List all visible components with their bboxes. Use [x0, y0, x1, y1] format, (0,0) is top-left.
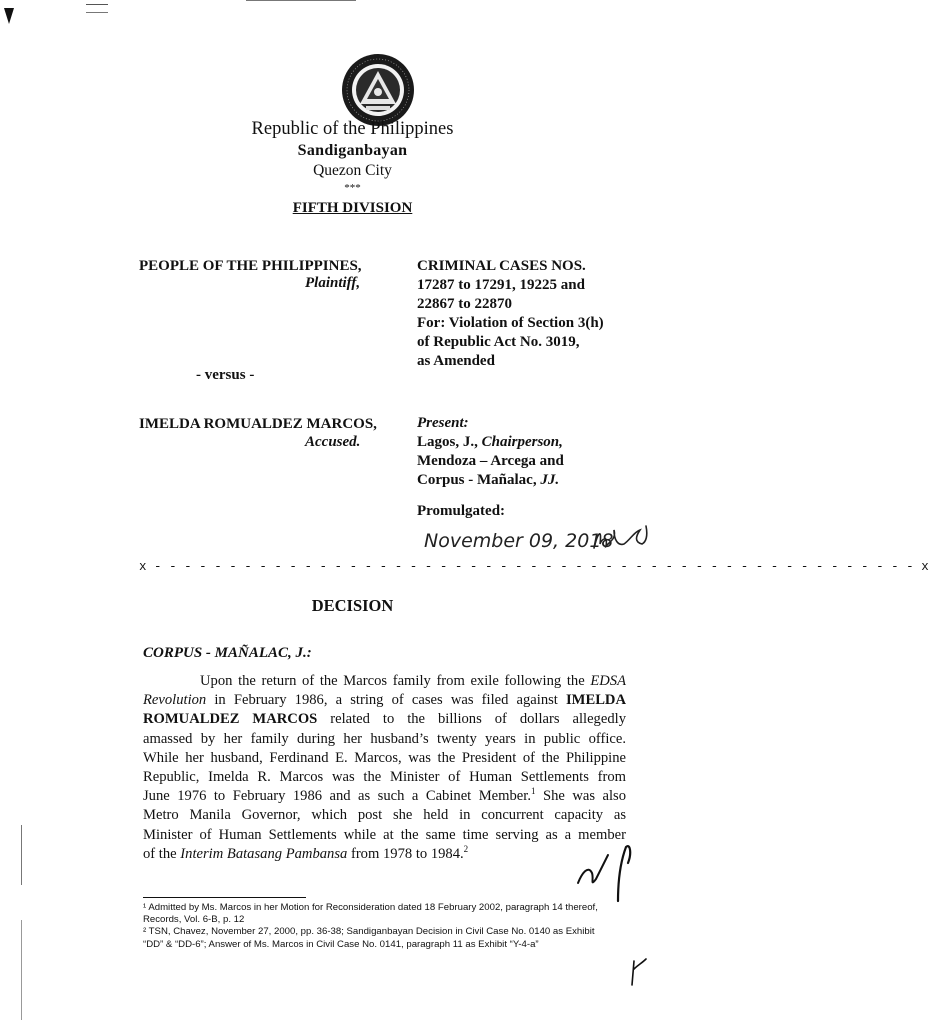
- para-line: While her husband, Ferdinand E. Marcos, was the President of the Philippine: [143, 749, 626, 766]
- margin-initials: [574, 843, 638, 905]
- para-line: Upon the return of the Marcos family from exile following the EDSA: [200, 673, 626, 689]
- case-line: 17287 to 17291, 19225 and: [417, 277, 585, 293]
- plaintiff-name: PEOPLE OF THE PHILIPPINES,: [139, 258, 362, 274]
- scan-line-top: [86, 4, 108, 5]
- justice-line: Corpus - Mañalac, JJ.: [417, 472, 560, 488]
- case-numbers: [417, 257, 677, 371]
- para-line: amassed by her family during her husband’s twenty years in public office.: [143, 730, 626, 747]
- plaintiff-role: Plaintiff,: [305, 275, 361, 291]
- case-line: as Amended: [417, 353, 495, 369]
- initials-signature: [590, 522, 650, 556]
- footnote-line: “DD” & “DD-6”; Answer of Ms. Marcos in Civil Case No. 0141, paragraph 11 as Exhibit “Y-4-a”: [143, 938, 539, 950]
- sandiganbayan-seal: [340, 52, 416, 128]
- city-line: Quezon City: [313, 162, 392, 179]
- present-label: Present:: [417, 415, 469, 431]
- para-line: Revolution in February 1986, a string of cases was filed against IMELDA: [143, 692, 626, 709]
- para-line: June 1976 to February 1986 and as such a Cabinet Member.$^1$ She was also: [143, 786, 626, 805]
- footnotes: [143, 902, 643, 951]
- footnote-rule: [143, 897, 306, 898]
- justice-line: Lagos, J., Chairperson,: [417, 434, 563, 450]
- division-title: FIFTH DIVISION: [292, 200, 413, 216]
- para-line: of the Interim Batasang Pambansa from 1978 to 1984.$^2$: [143, 843, 469, 862]
- scan-line-left: [21, 825, 22, 885]
- separator-line: x - - - - - - - - - - - - - - - - - - - - - - - - - - - - - - - - - - - - - - - - - - - - - - - - - - - x: [139, 560, 929, 574]
- corner-mark: [4, 8, 14, 24]
- para-line: Republic, Imelda R. Marcos was the Minister of Human Settlements from: [143, 769, 626, 786]
- para-line: ROMUALDEZ MARCOS related to the billions of dollars allegedly: [143, 711, 626, 728]
- court-name: Sandiganbayan: [297, 142, 408, 159]
- ponente: CORPUS - MAÑALAC, J.:: [143, 645, 312, 661]
- scan-line-left-2: [21, 920, 22, 1020]
- present-justices: [417, 433, 677, 490]
- scan-line-top-3: [246, 0, 356, 1]
- case-line: 22867 to 22870: [417, 296, 512, 312]
- decision-title: DECISION: [311, 596, 394, 615]
- case-line: For: Violation of Section 3(h): [417, 315, 604, 331]
- footnote-line: Records, Vol. 6-B, p. 12: [143, 914, 245, 926]
- case-line: CRIMINAL CASES NOS.: [417, 258, 586, 274]
- footnote-line: ² TSN, Chavez, November 27, 2000, pp. 36-38; Sandiganbayan Decision in Civil Case No. 0140 as Exhibit: [143, 926, 595, 938]
- versus-label: - versus -: [196, 367, 255, 383]
- case-line: of Republic Act No. 3019,: [417, 334, 580, 350]
- republic-line: Republic of the Philippines: [251, 119, 454, 139]
- stars-line: ***: [344, 182, 361, 194]
- accused-name: IMELDA ROMUALDEZ MARCOS,: [139, 416, 377, 432]
- bottom-initial-mark: [626, 955, 650, 987]
- promulgated-label: Promulgated:: [417, 503, 506, 519]
- justice-line: Mendoza – Arcega and: [417, 453, 564, 469]
- para-line: Metro Manila Governor, which post she held in concurrent capacity as: [143, 807, 626, 824]
- footnote-line: ¹ Admitted by Ms. Marcos in her Motion for Reconsideration dated 18 February 2002, paragraph 14 thereof,: [143, 902, 598, 913]
- scan-line-top-2: [86, 12, 108, 13]
- promulgated-date-handwritten: November 09, 2018: [424, 530, 614, 552]
- decision-body: [143, 672, 626, 864]
- accused-role: Accused.: [305, 434, 361, 450]
- para-line: Minister of Human Settlements while at the same time serving as a member: [143, 826, 626, 843]
